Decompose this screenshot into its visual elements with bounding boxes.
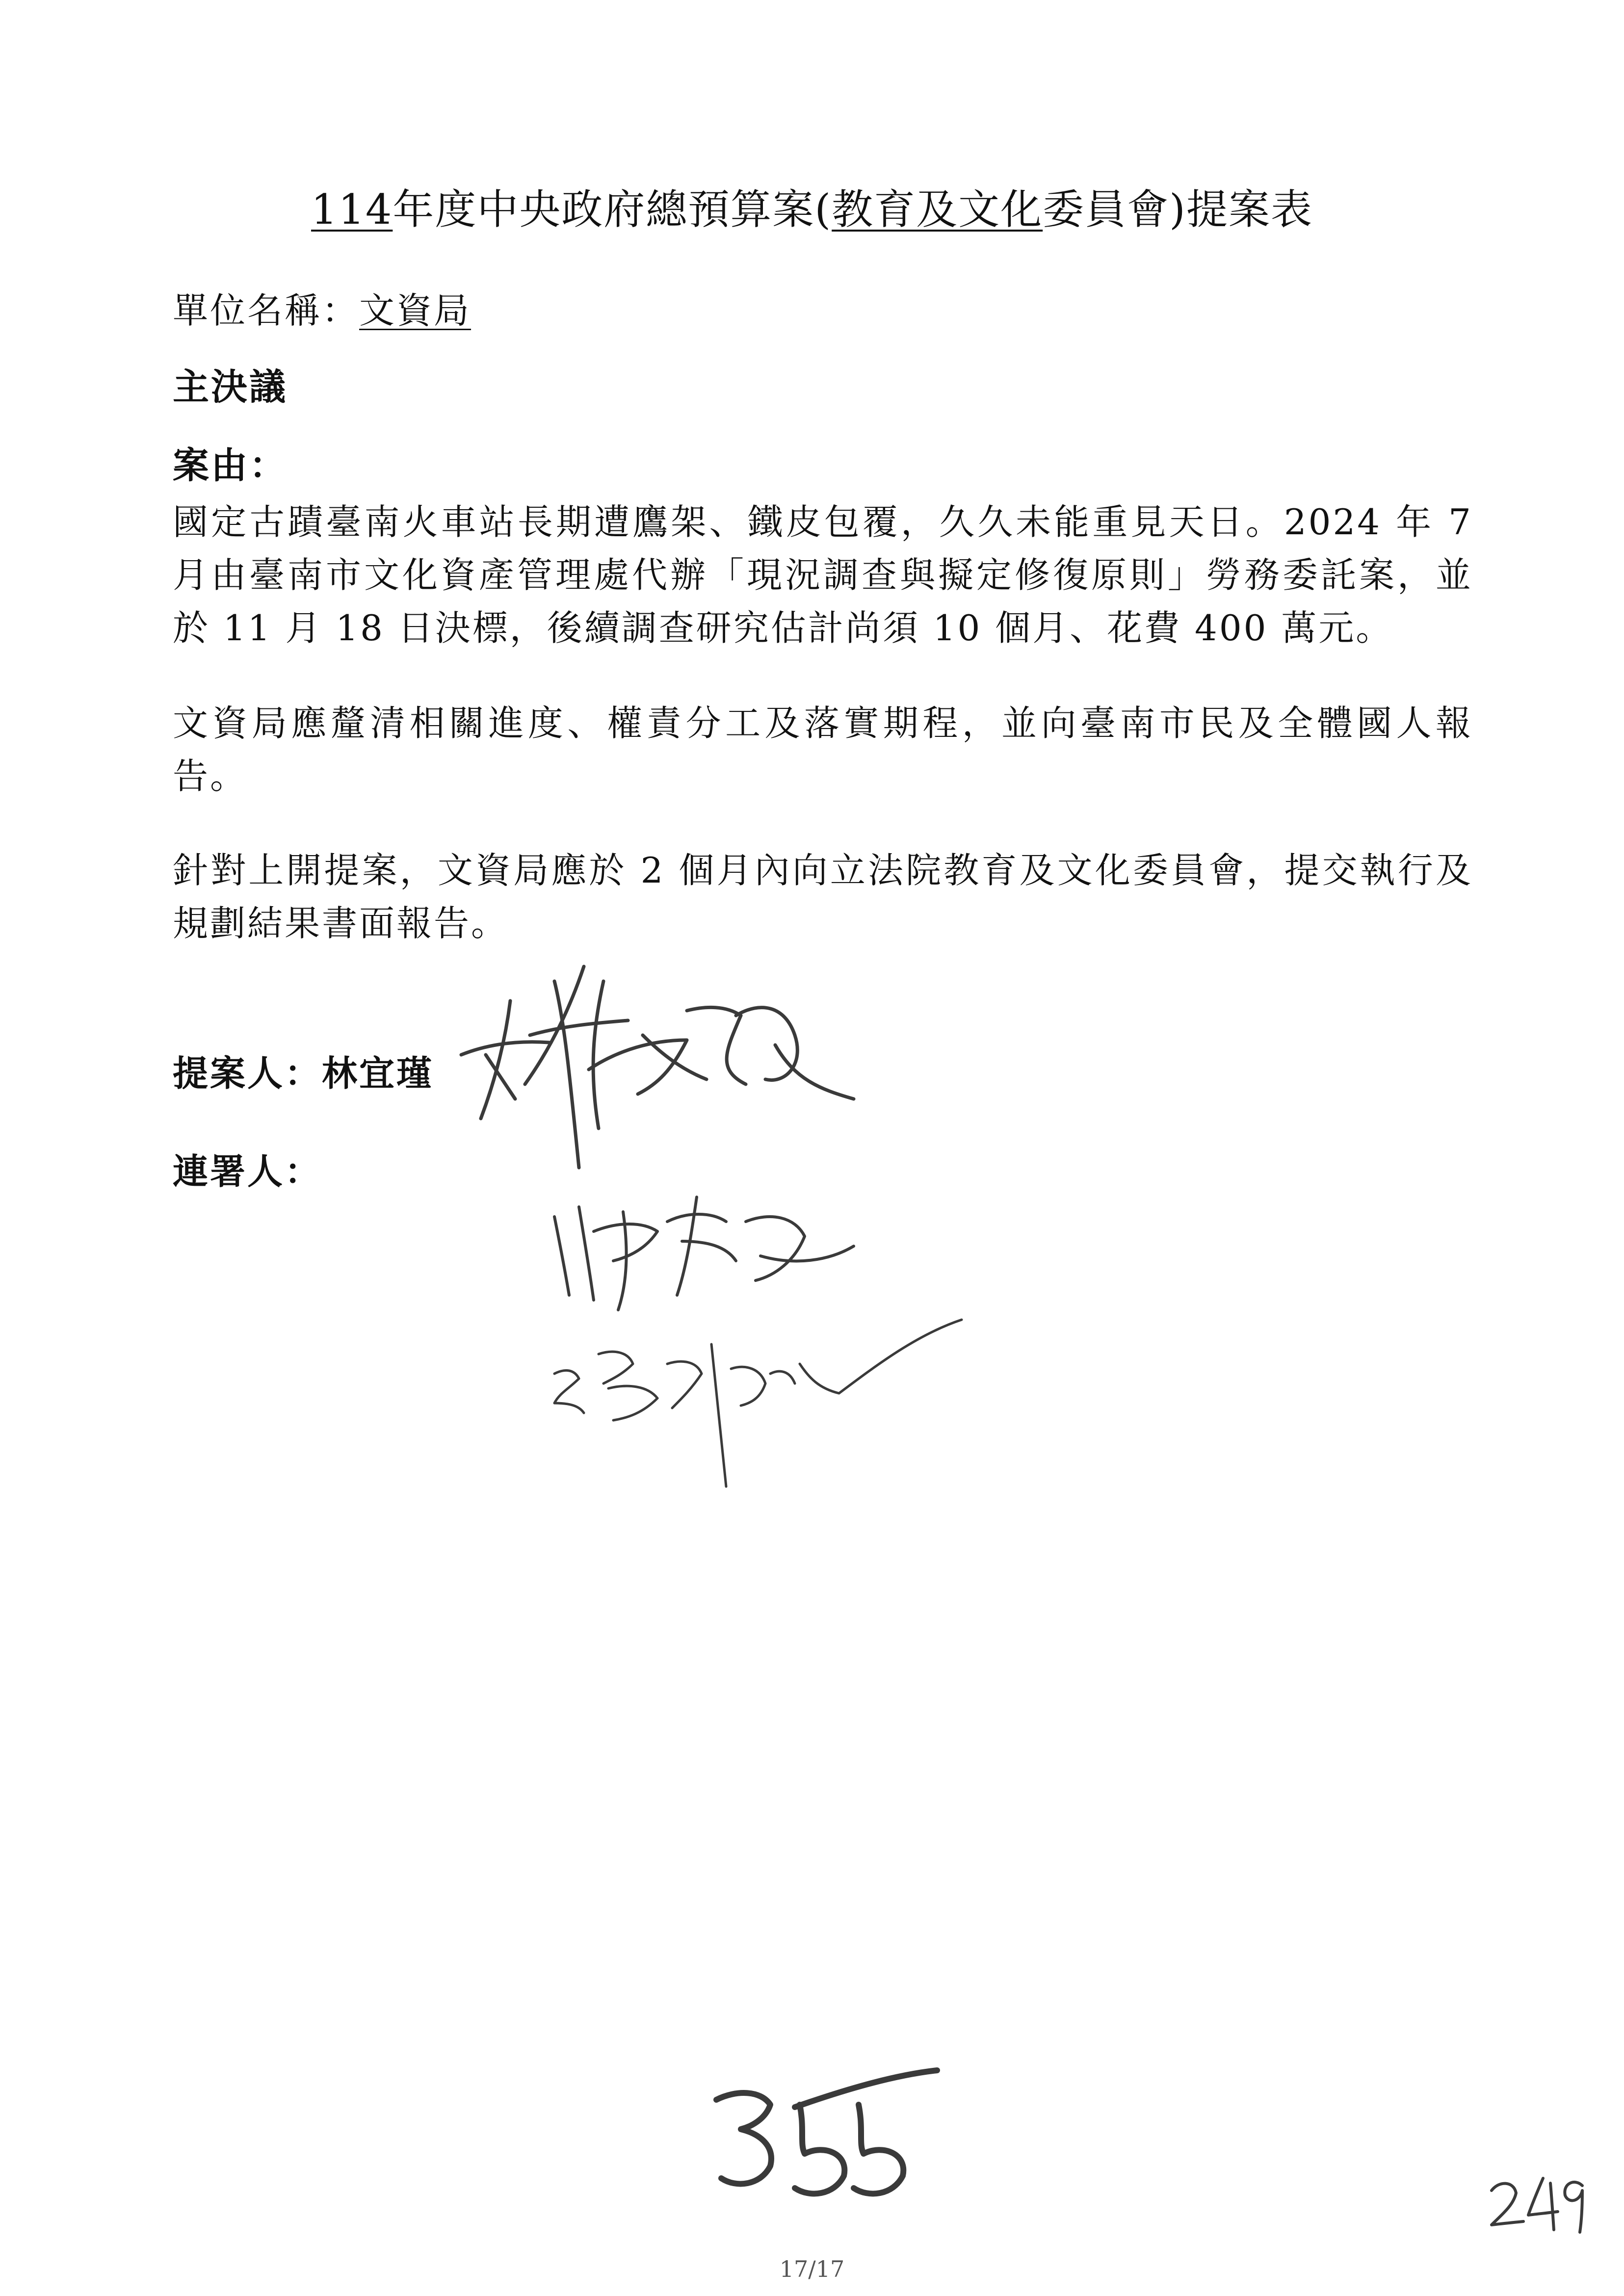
unit-value: 文資局 bbox=[359, 290, 471, 331]
proposer-signature bbox=[442, 922, 932, 1177]
title-committee: 教育及文化 bbox=[832, 185, 1043, 234]
title-middle: 年度中央政府總預算案( bbox=[393, 185, 832, 234]
title-year: 114 bbox=[311, 185, 393, 234]
main-resolution-heading: 主決議 bbox=[173, 366, 288, 408]
unit-line bbox=[173, 282, 471, 333]
handwritten-number-355 bbox=[707, 2061, 952, 2218]
paragraph-3: 針對上開提案，文資局應於 2 個月內向立法院教育及文化委員會，提交執行及規劃結果書面報告。 bbox=[173, 850, 1473, 944]
proposer-line bbox=[173, 1045, 434, 1096]
unit-label: 單位名稱： bbox=[173, 290, 360, 331]
title-end: 委員會)提案表 bbox=[1043, 185, 1313, 234]
cosigner-signature-2 bbox=[535, 1315, 976, 1501]
document-title bbox=[0, 177, 1624, 236]
handwritten-number-249 bbox=[1484, 2168, 1592, 2237]
reason-heading: 案由： bbox=[173, 444, 288, 487]
proposer-label: 提案人： bbox=[173, 1053, 322, 1094]
cosigner-signature-1 bbox=[540, 1168, 883, 1315]
paragraph-1: 國定古蹟臺南火車站長期遭鷹架、鐵皮包覆，久久未能重見天日。2024 年 7 月由臺南市文化資產管理處代辦「現況調查與擬定修復原則」勞務委託案，並於 11 月 18 日決標，後續調查研究估計尚須 10 個月、花費 400 萬元。 bbox=[173, 501, 1473, 649]
proposer-name: 林宜瑾 bbox=[322, 1053, 434, 1094]
page-number: 17/17 bbox=[779, 2256, 845, 2282]
paragraph-2: 文資局應釐清相關進度、權責分工及落實期程，並向臺南市民及全體國人報告。 bbox=[173, 703, 1473, 797]
cosigners-label: 連署人： bbox=[173, 1151, 322, 1192]
